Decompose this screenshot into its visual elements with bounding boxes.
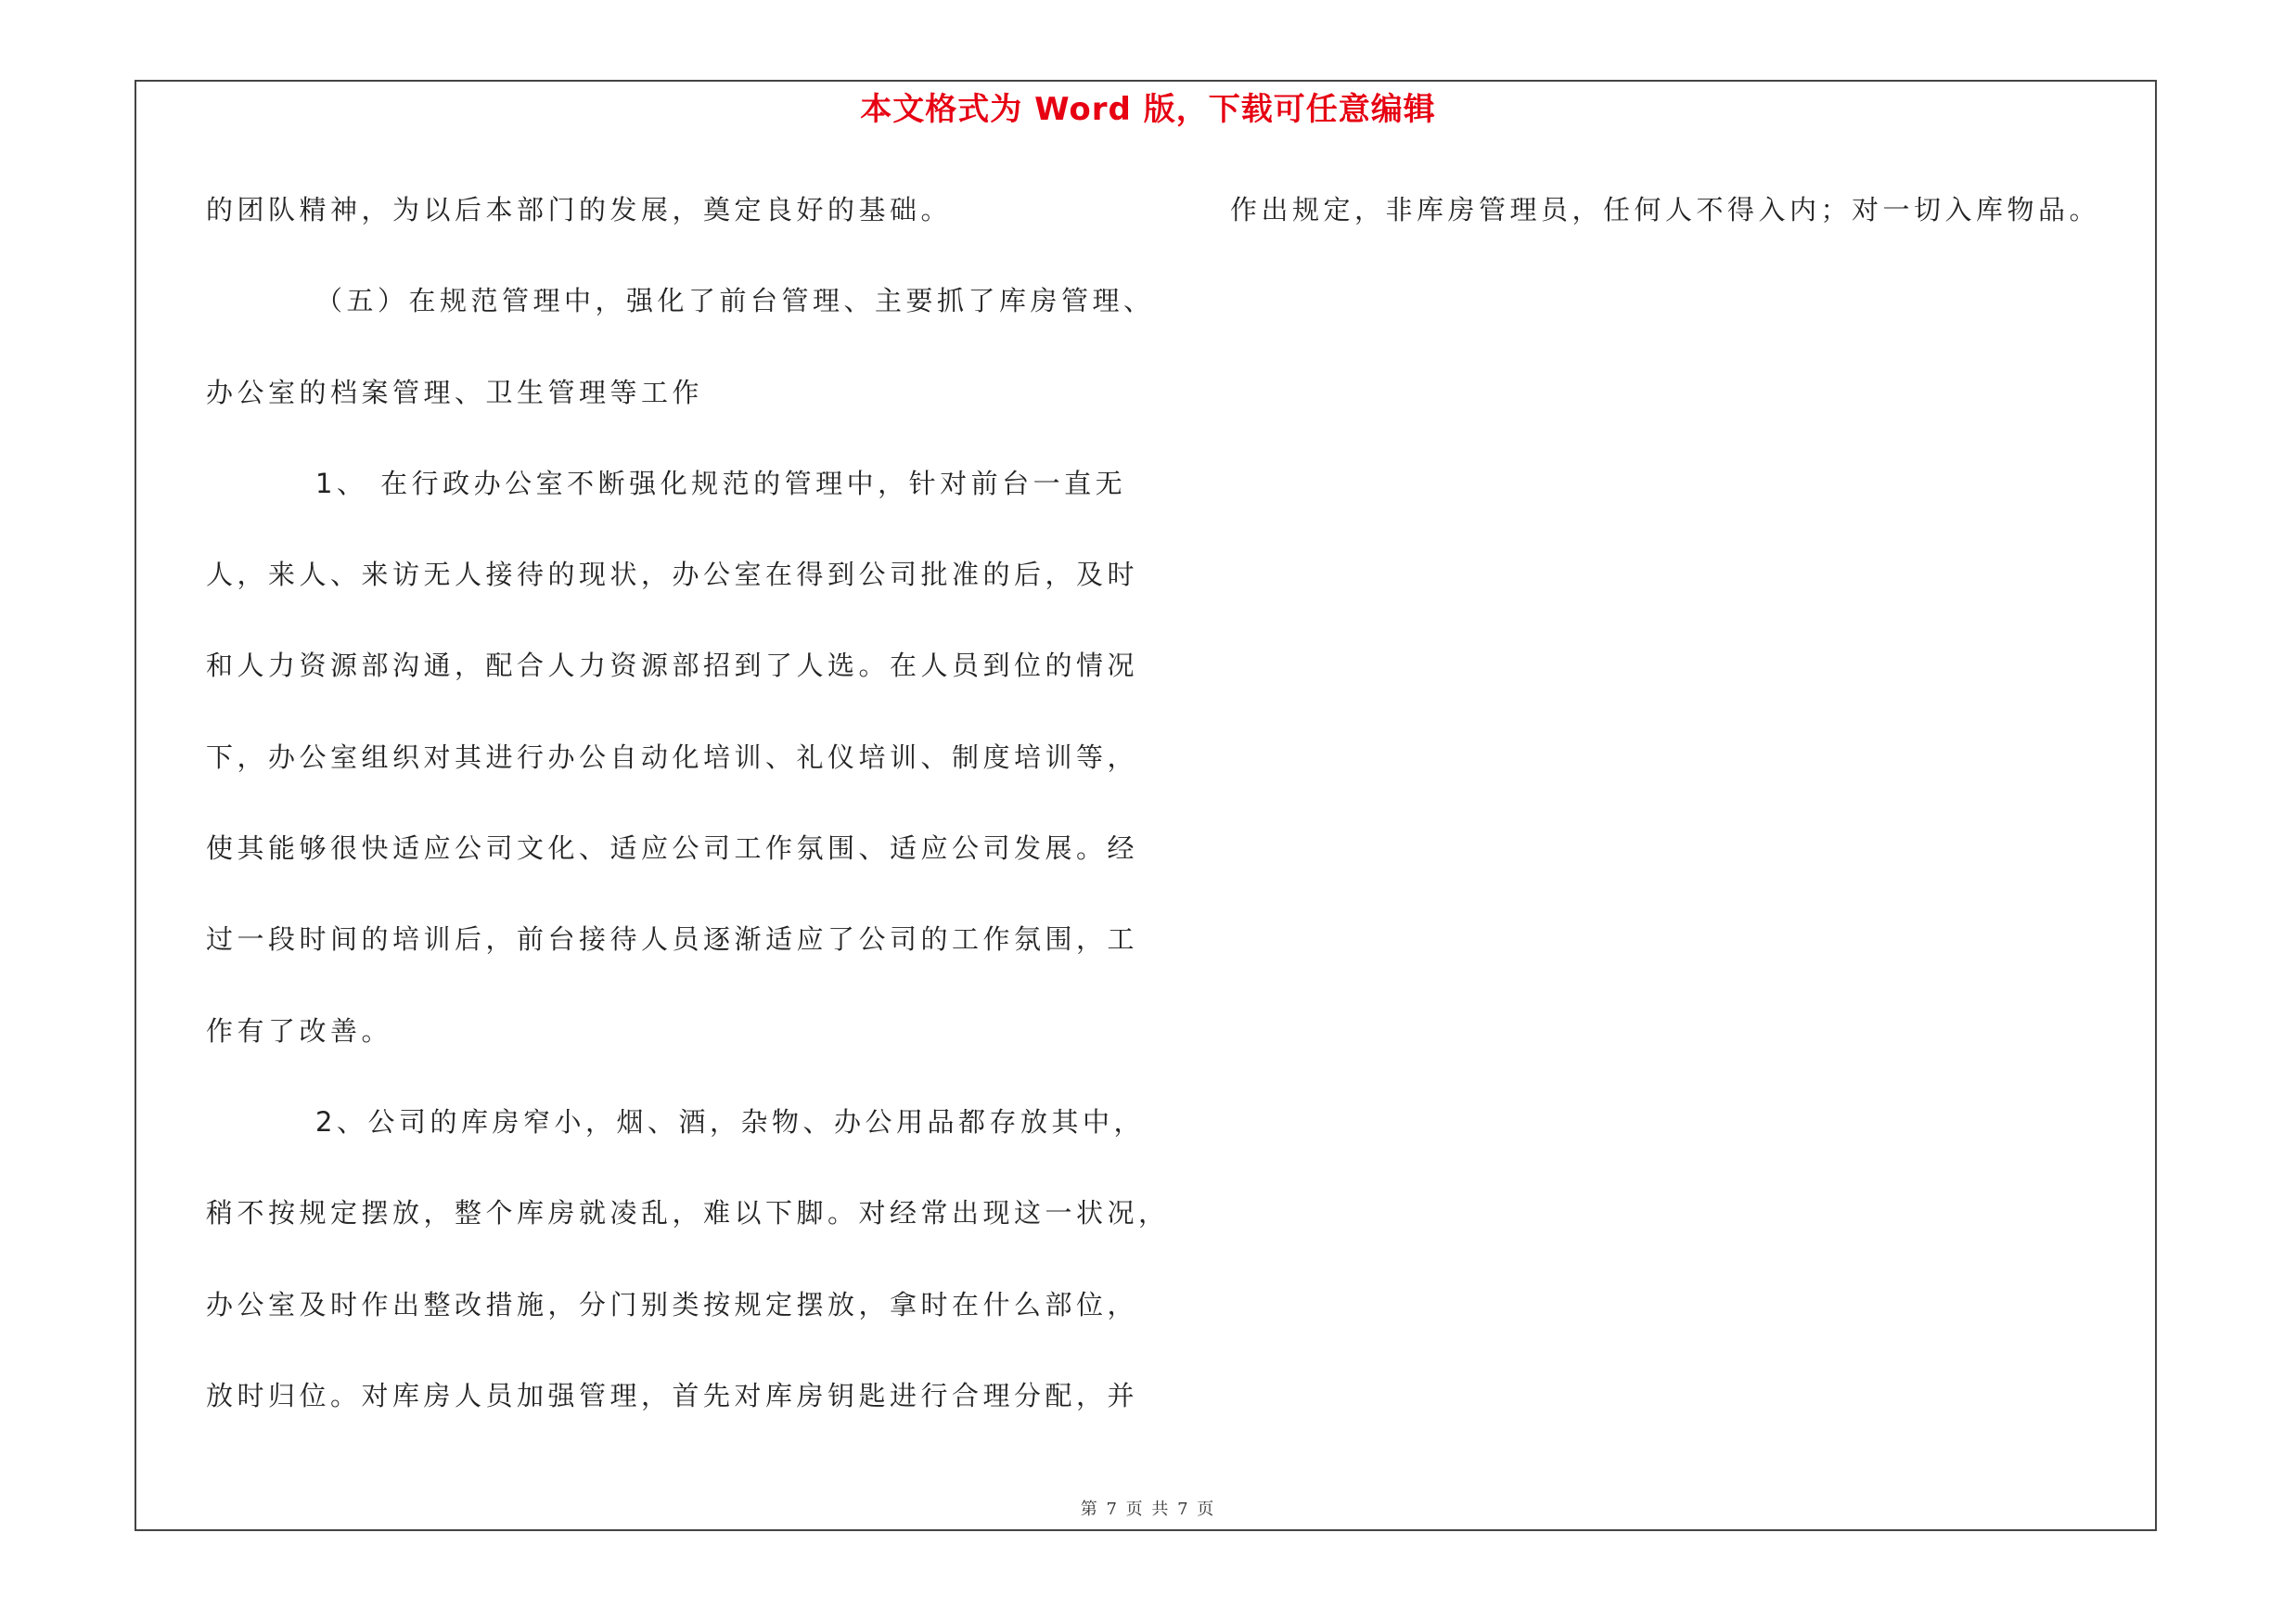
text-line: 稍不按规定摆放，整个库房就凌乱，难以下脚。对经常出现这一状况， — [206, 1197, 1170, 1230]
right-column — [1230, 182, 2121, 273]
paragraph-start-line: 2、公司的库房窄小，烟、酒，杂物、办公用品都存放其中， — [315, 1105, 1145, 1138]
format-banner: 本文格式为 Word 版，下载可任意编辑 — [860, 91, 1436, 128]
text-line: 下，办公室组织对其进行办公自动化培训、礼仪培训、制度培训等， — [206, 741, 1139, 773]
paragraph-start-line: 1、 在行政办公室不断强化规范的管理中，针对前台一直无 — [315, 467, 1127, 499]
text-line: 和人力资源部沟通，配合人力资源部招到了人选。在人员到位的情况 — [206, 650, 1139, 682]
text-line: 使其能够很快适应公司文化、适应公司工作氛围、适应公司发展。经 — [206, 832, 1139, 865]
page-number-footer: 第 7 页 共 7 页 — [1080, 1500, 1216, 1519]
text-line: 的团队精神，为以后本部门的发展，奠定良好的基础。 — [206, 194, 953, 225]
text-line: 作有了改善。 — [206, 1014, 393, 1047]
section-heading-line: （五）在规范管理中，强化了前台管理、主要抓了库房管理、 — [315, 285, 1155, 317]
left-column — [206, 182, 1170, 1459]
text-line: 作出规定，非库房管理员，任何人不得入内；对一切入库物品。 — [1230, 194, 2101, 225]
text-line: 放时归位。对库房人员加强管理，首先对库房钥匙进行合理分配，并 — [206, 1379, 1139, 1411]
text-line: 办公室的档案管理、卫生管理等工作 — [206, 376, 704, 408]
text-line: 过一段时间的培训后，前台接待人员逐渐适应了公司的工作氛围，工 — [206, 923, 1139, 956]
text-line: 办公室及时作出整改措施，分门别类按规定摆放，拿时在什么部位， — [206, 1288, 1139, 1320]
text-line: 人，来人、来访无人接待的现状，办公室在得到公司批准的后，及时 — [206, 559, 1139, 591]
